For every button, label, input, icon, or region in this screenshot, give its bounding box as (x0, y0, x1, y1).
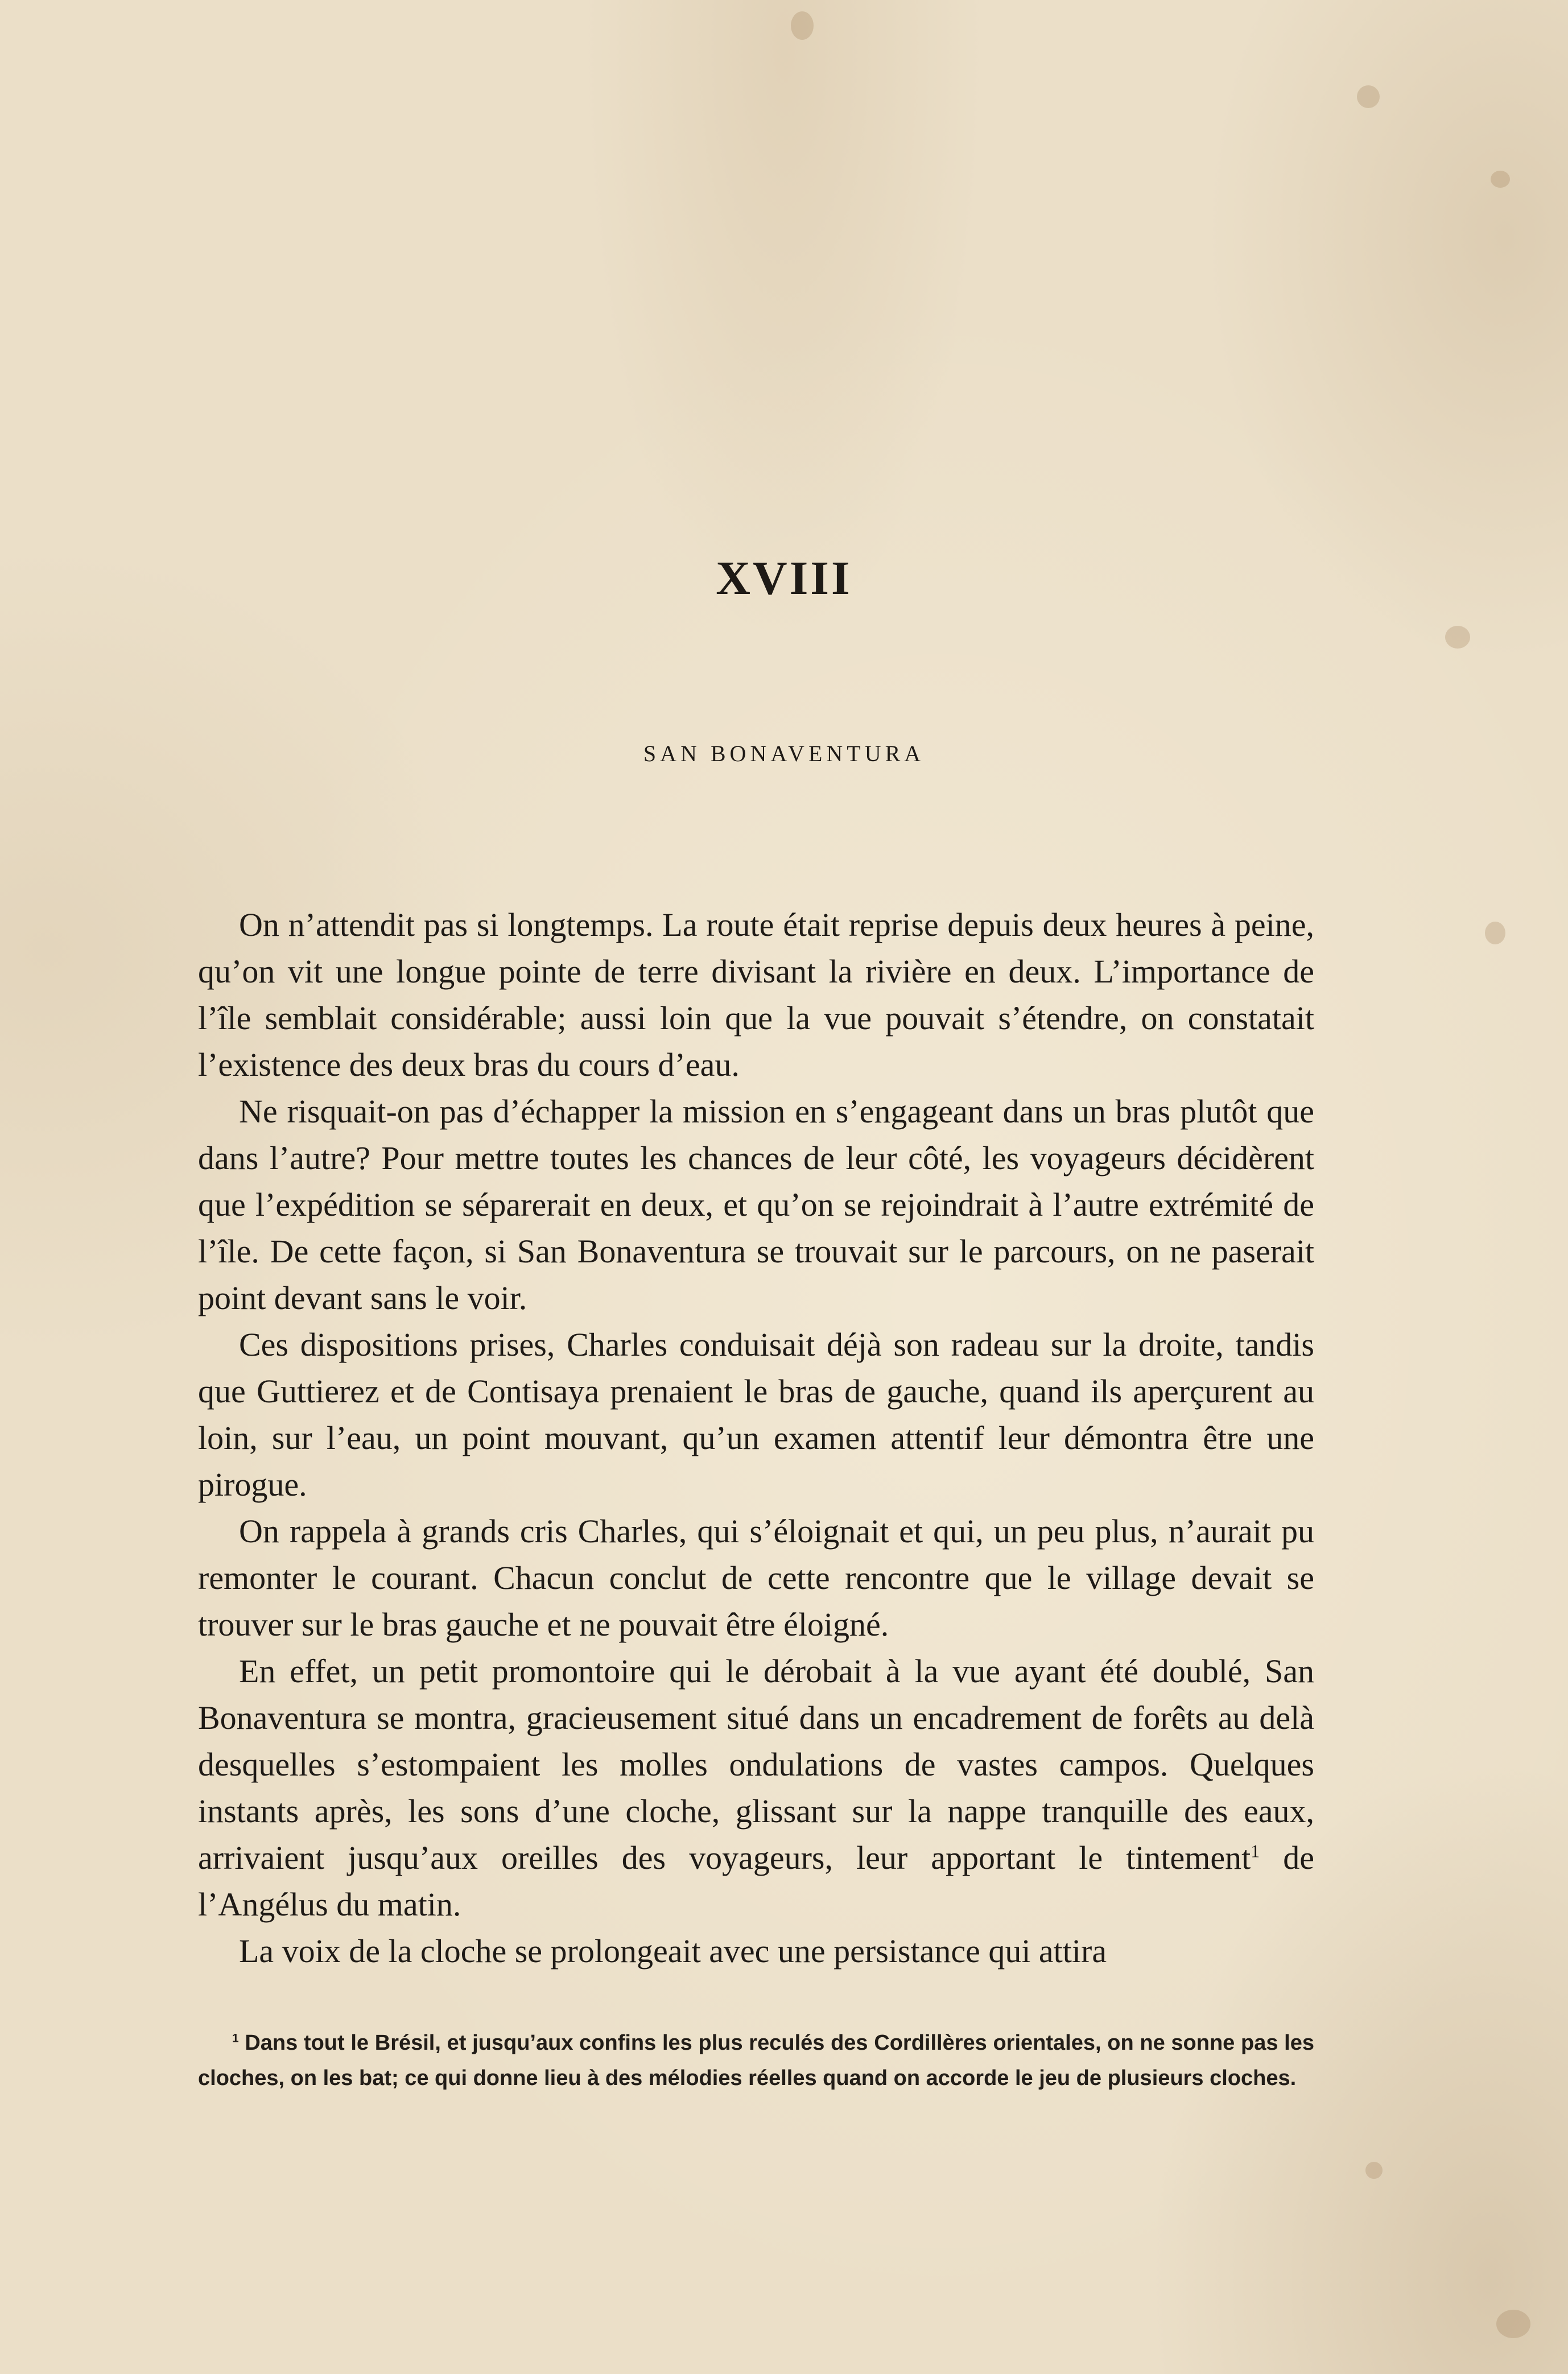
paragraph: On rappela à grands cris Charles, qui s’éloignait et qui, un peu plus, n’aurait pu remonter le courant. Chacun conclut de cette rencontre que le village devait se trouver sur le bras gauche et ne pouvait être éloigné. (198, 1513, 1314, 1643)
paper-stain (1445, 626, 1470, 649)
paragraph: Ne risquait-on pas d’échapper la mission en s’engageant dans un bras plutôt que dans l’autre? Pour mettre toutes les chances de leur côté, les voyageurs décidèrent que l’expédition se séparerait en deux, et qu’on se rejoindrait à l’autre extrémité de l’île. De cette façon, si San Bonaventura se trouvait sur le parcours, on ne paserait point devant sans le voir. (198, 1093, 1314, 1316)
paragraph (198, 1648, 1314, 1928)
paragraph: On n’attendit pas si longtemps. La route était reprise depuis deux heures à peine, qu’on vit une longue pointe de terre divisant la rivière en deux. L’importance de l’île semblait considérable; aussi loin que la vue pouvait s’étendre, on constatait l’existence des deux bras du cours d’eau. (198, 906, 1314, 1083)
paragraph-text: En effet, un petit promontoire qui le dérobait à la vue ayant été doublé, San Bonaventura se montra, gracieusement situé dans un encadrement de forêts au delà desquelles s’estompaient les molles ondulations de vastes campos. Quelques instants après, les sons d’une cloche, glissant sur la nappe tranquille des eaux, arrivaient jusqu’aux oreilles des voyageurs, leur apportant le tintement (198, 1653, 1314, 1876)
footnote-text: Dans tout le Brésil, et jusqu’aux confins les plus reculés des Cordillères orientales, on ne sonne pas les cloches, on les bat; ce qui donne lieu à des mélodies réelles quand on accorde le jeu de plusieurs cloches. (198, 2031, 1314, 2090)
paper-stain (1357, 85, 1380, 108)
footnote (198, 2025, 1314, 2096)
paper-stain (1365, 2162, 1383, 2179)
paper-stain (791, 11, 814, 40)
paper-stain (1491, 171, 1510, 188)
paragraph: Ces dispositions prises, Charles conduisait déjà son radeau sur la droite, tandis que Guttierez et de Contisaya prenaient le bras de gauche, quand ils aperçurent au loin, sur l’eau, un point mouvant, qu’un examen attentif leur démontra être une pirogue. (198, 1326, 1314, 1503)
paragraph: La voix de la cloche se prolongeait avec une persistance qui attira (239, 1933, 1107, 1970)
chapter-body (198, 902, 1314, 1975)
footnote-marker: 1 (232, 2032, 239, 2045)
paper-stain (1485, 922, 1505, 944)
chapter-title: SAN BONAVENTURA (643, 741, 925, 766)
footnote-reference: 1 (1251, 1841, 1260, 1861)
paper-stain (1496, 2310, 1530, 2338)
paragraph-text: de l’Angélus du matin. (198, 1839, 1314, 1923)
chapter-number: XVIII (716, 552, 852, 605)
